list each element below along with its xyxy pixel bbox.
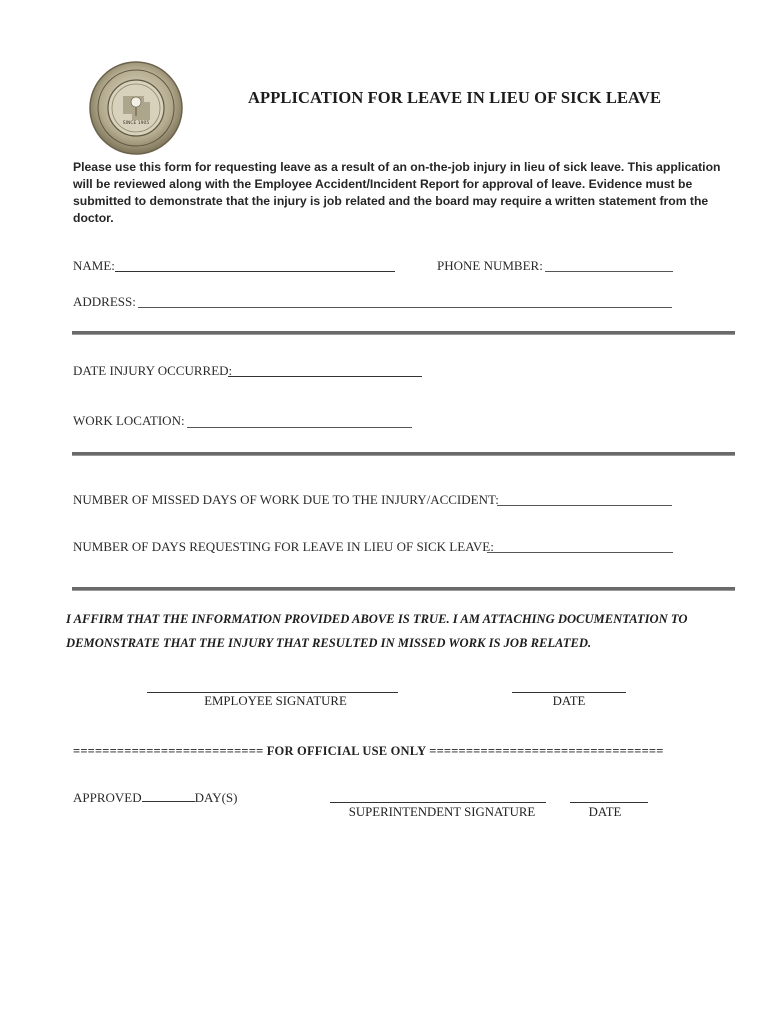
employee-date-field[interactable] [512, 692, 626, 693]
affirmation-line-1: I AFFIRM THAT THE INFORMATION PROVIDED ABOVE IS TRUE. I AM ATTACHING DOCUMENTATION TO [66, 612, 688, 626]
superintendent-signature-label: SUPERINTENDENT SIGNATURE [348, 805, 536, 819]
section-divider [72, 452, 735, 456]
form-title: APPLICATION FOR LEAVE IN LIEU OF SICK LEAVE [248, 88, 662, 107]
requested-days-row [73, 539, 494, 555]
section-divider [72, 587, 735, 591]
work-location-row [73, 413, 185, 429]
affirmation-line-2: DEMONSTRATE THAT THE INJURY THAT RESULTED IN MISSED WORK IS JOB RELATED. [66, 636, 592, 650]
seal-center-text: SINCE 1905 [122, 121, 150, 126]
missed-days-field[interactable] [497, 505, 672, 506]
employee-date-label: DATE [552, 694, 586, 708]
phone-label: PHONE NUMBER: [437, 258, 543, 273]
phone-field[interactable] [545, 271, 673, 272]
form-instructions: Please use this form for requesting leave as a result of an on-the-job injury in lieu of sick leave. This application will be reviewed along with the Employee Accident/Incident Report for approval of leave. Evidence must be submitted to demonstrate that the injury is job related and the board may require a written statement from the doctor. [73, 160, 721, 225]
section-divider [72, 331, 735, 335]
requested-days-label: NUMBER OF DAYS REQUESTING FOR LEAVE IN LIEU OF SICK LEAVE: [73, 539, 494, 554]
address-field[interactable] [138, 307, 672, 308]
name-row [73, 258, 115, 274]
date-injury-label: DATE INJURY OCCURRED: [73, 363, 233, 378]
phone-row [437, 258, 543, 274]
date-injury-row [73, 363, 232, 379]
date-injury-field[interactable] [228, 376, 422, 377]
name-label: NAME: [73, 258, 115, 273]
address-label: ADDRESS: [73, 294, 136, 309]
requested-days-field[interactable] [487, 552, 673, 553]
official-use-banner: ========================== FOR OFFICIAL USE ONLY ================================ [73, 744, 664, 758]
approved-label: APPROVED [73, 790, 142, 805]
superintendent-date-field[interactable] [570, 802, 648, 803]
address-row [73, 294, 136, 310]
missed-days-row [73, 492, 499, 508]
work-location-field[interactable] [187, 427, 412, 428]
name-field[interactable] [115, 271, 395, 272]
approved-days-field[interactable] [142, 789, 195, 802]
approved-row [73, 789, 237, 806]
days-label: DAY(S) [194, 790, 238, 805]
affirmation-statement [66, 607, 756, 655]
superintendent-signature-field[interactable] [330, 802, 546, 803]
missed-days-label: NUMBER OF MISSED DAYS OF WORK DUE TO THE INJURY/ACCIDENT: [73, 492, 499, 507]
county-seal-icon [88, 60, 184, 156]
work-location-label: WORK LOCATION: [73, 413, 185, 428]
employee-signature-field[interactable] [147, 692, 398, 693]
employee-signature-label: EMPLOYEE SIGNATURE [204, 694, 347, 708]
superintendent-date-label: DATE [588, 805, 622, 819]
